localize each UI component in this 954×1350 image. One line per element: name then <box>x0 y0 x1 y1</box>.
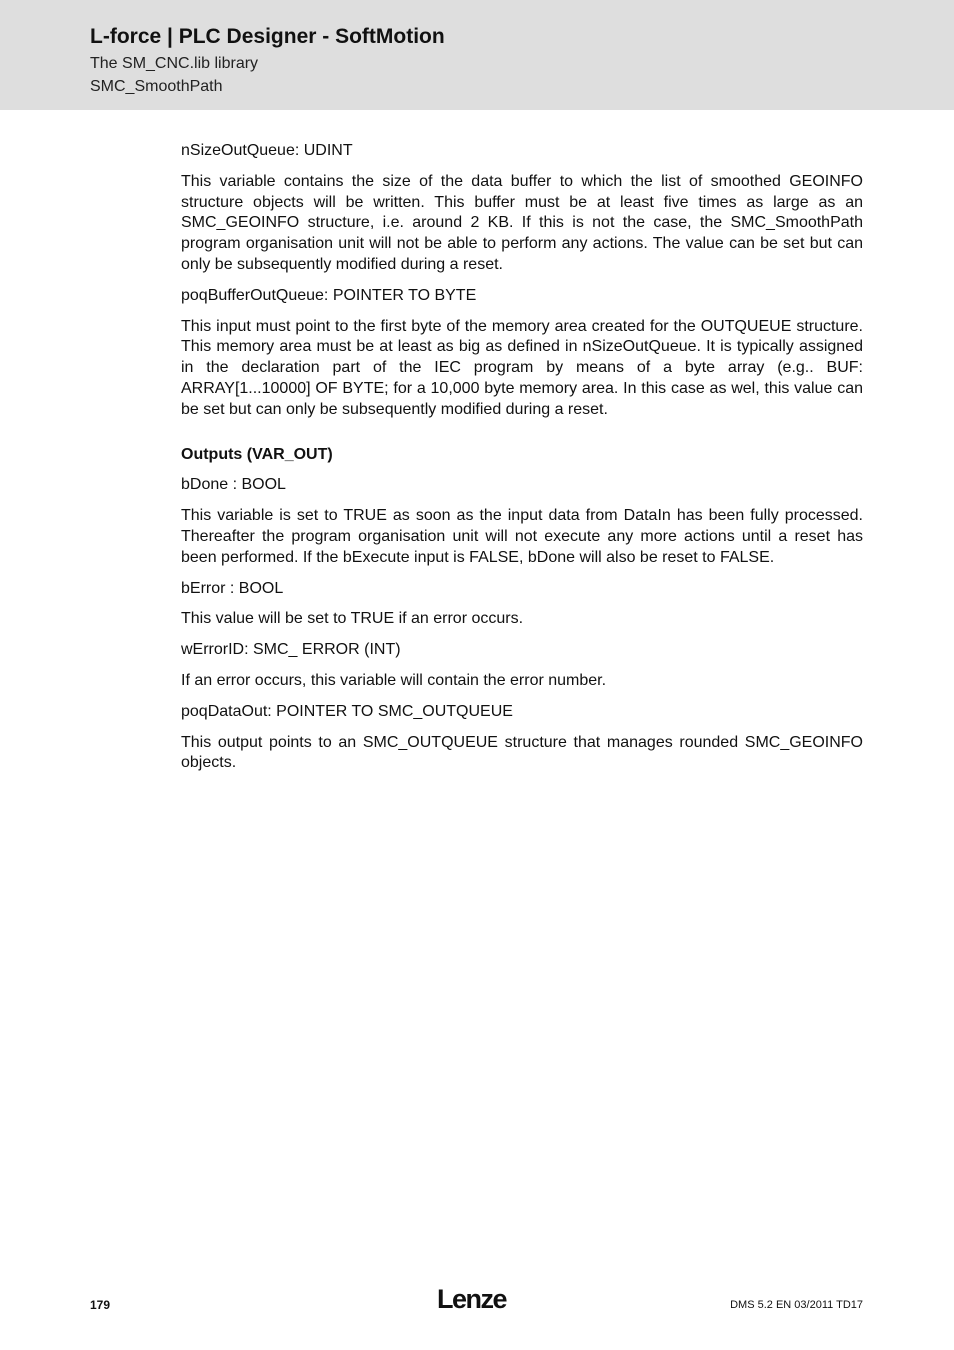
param-poqbufferoutqueue-desc: This input must point to the first byte of the memory area created for the OUTQUEUE structure. This memory area must be at least as big as defined in nSizeOutQueue. It is typically assigned in the declaration part of the IEC program by means of a byte array (e.g.. BUF: ARRAY[1...10000] OF BYTE; for a 10,000 byte memory area. In this case as wel, this value can be set but can only be subsequently modified during a reset. <box>181 317 863 418</box>
param-poqdataout-desc: This output points to an SMC_OUTQUEUE structure that manages rounded SMC_GEOINFO objects. <box>181 733 863 772</box>
section-heading-outputs: Outputs (VAR_OUT) <box>181 445 333 463</box>
param-werrorid-desc: If an error occurs, this variable will contain the error number. <box>181 671 607 689</box>
param-nsizeoutqueue: nSizeOutQueue: UDINT <box>181 142 353 159</box>
param-bdone: bDone : BOOL <box>181 476 286 494</box>
param-berror-desc: This value will be set to TRUE if an error occurs. <box>181 610 524 628</box>
param-berror: bError : BOOL <box>181 579 284 597</box>
param-bdone-desc: This variable is set to TRUE as soon as the input data from DataIn has been fully processed. Thereafter the program organisation unit will not execute any more actions until a reset has been performed. If the bExecute input is FALSE, bDone will also be reset to FALSE. <box>181 507 863 566</box>
param-poqbufferoutqueue: poqBufferOutQueue: POINTER TO BYTE <box>181 286 477 304</box>
page-number: 179 <box>90 1298 111 1312</box>
page-content <box>181 141 863 784</box>
param-nsizeoutqueue-desc: This variable contains the size of the data buffer to which the list of smoothed GEOINFO structure objects will be written. This buffer must be at least five times as large as an SMC_GEOINFO structure, i.e. around 2 KB. If this is not the case, the SMC_SmoothPath program organisation unit will not be able to perform any actions. The value can be set but can only be subsequently modified during a reset. <box>181 172 863 273</box>
document-id: DMS 5.2 EN 03/2011 TD17 <box>730 1299 863 1311</box>
header-subtitle-function: SMC_SmoothPath <box>90 78 223 95</box>
param-werrorid: wErrorID: SMC_ ERROR (INT) <box>181 641 401 659</box>
page-header <box>0 0 954 110</box>
header-title: L-force | PLC Designer - SoftMotion <box>90 25 445 48</box>
lenze-logo: Lenze <box>437 1284 507 1314</box>
header-subtitle-library: The SM_CNC.lib library <box>90 55 259 72</box>
param-poqdataout: poqDataOut: POINTER TO SMC_OUTQUEUE <box>181 702 513 720</box>
